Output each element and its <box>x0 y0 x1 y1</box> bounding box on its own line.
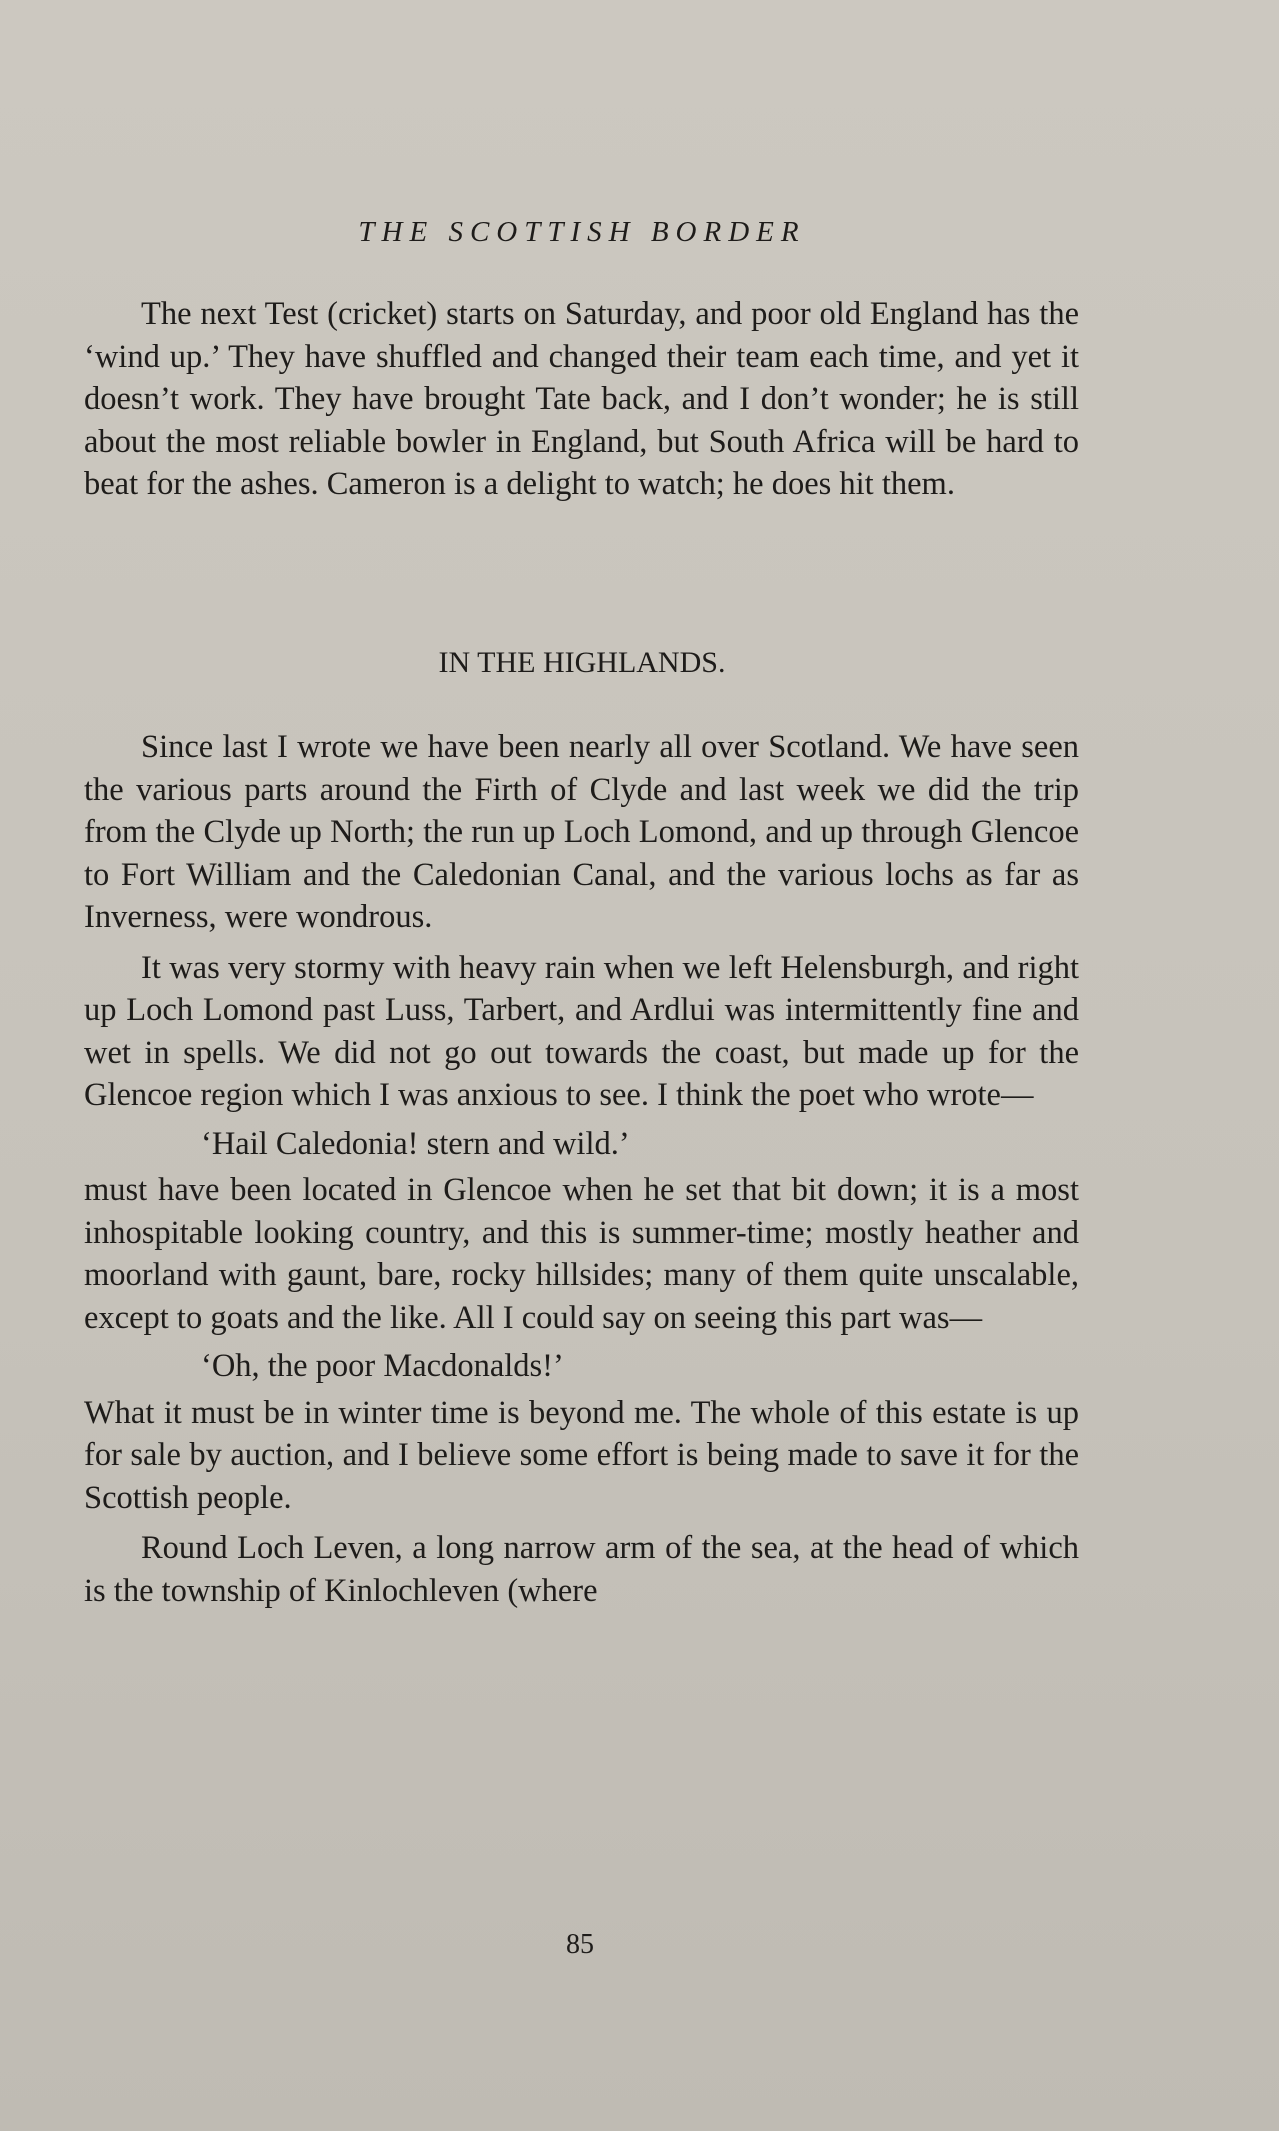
paragraph-winter: What it must be in winter time is beyond me. The whole of this estate is up for sale by auction, and I believe some effort is being made to save it for the Scottish people. <box>84 1394 1079 1516</box>
quote-macdonalds: ‘Oh, the poor Macdonalds!’ <box>201 1348 564 1384</box>
paragraph-cricket: The next Test (cricket) starts on Saturday, and poor old England has the ‘wind up.’ They have shuffled and changed their team each time, and yet it doesn’t work. They have brought Tate back, and I don’t wonder; he is still about the most reliable bowler in England, but South Africa will be hard to beat for the ashes. Cameron is a delight to watch; he does hit them. <box>84 296 1079 502</box>
paragraph-glencoe: must have been located in Glencoe when he set that bit down; it is a most inhospitable looking country, and this is summer-time; mostly heather and moorland with gaunt, bare, rocky hillsides; many of them quite unscalable, except to goats and the like. All I could say on seeing this part was— <box>84 1172 1079 1336</box>
section-title: IN THE HIGHLANDS. <box>438 646 726 679</box>
paragraph-scotland: Since last I wrote we have been nearly all over Scotland. We have seen the various parts around the Firth of Clyde and last week we did the trip from the Clyde up North; the run up Loch Lomond, and up through Glencoe to Fort William and the Caledonian Canal, and the various lochs as far as Inverness, were wondrous. <box>84 729 1079 935</box>
cricket-section <box>84 293 1079 506</box>
highlands-section <box>84 726 1079 1612</box>
page-number: 85 <box>566 1929 594 1960</box>
paragraph-stormy: It was very stormy with heavy rain when we left Helensburgh, and right up Loch Lomond past Luss, Tarbert, and Ardlui was intermittently fine and wet in spells. We did not go out towards the coast, but made up for the Glencoe region which I was anxious to see. I think the poet who wrote— <box>84 949 1079 1113</box>
running-head: THE SCOTTISH BORDER <box>358 216 806 248</box>
quote-caledonia: ‘Hail Caledonia! stern and wild.’ <box>201 1125 630 1162</box>
paragraph-leven: Round Loch Leven, a long narrow arm of the sea, at the head of which is the township of Kinlochleven (where <box>84 1530 1079 1609</box>
